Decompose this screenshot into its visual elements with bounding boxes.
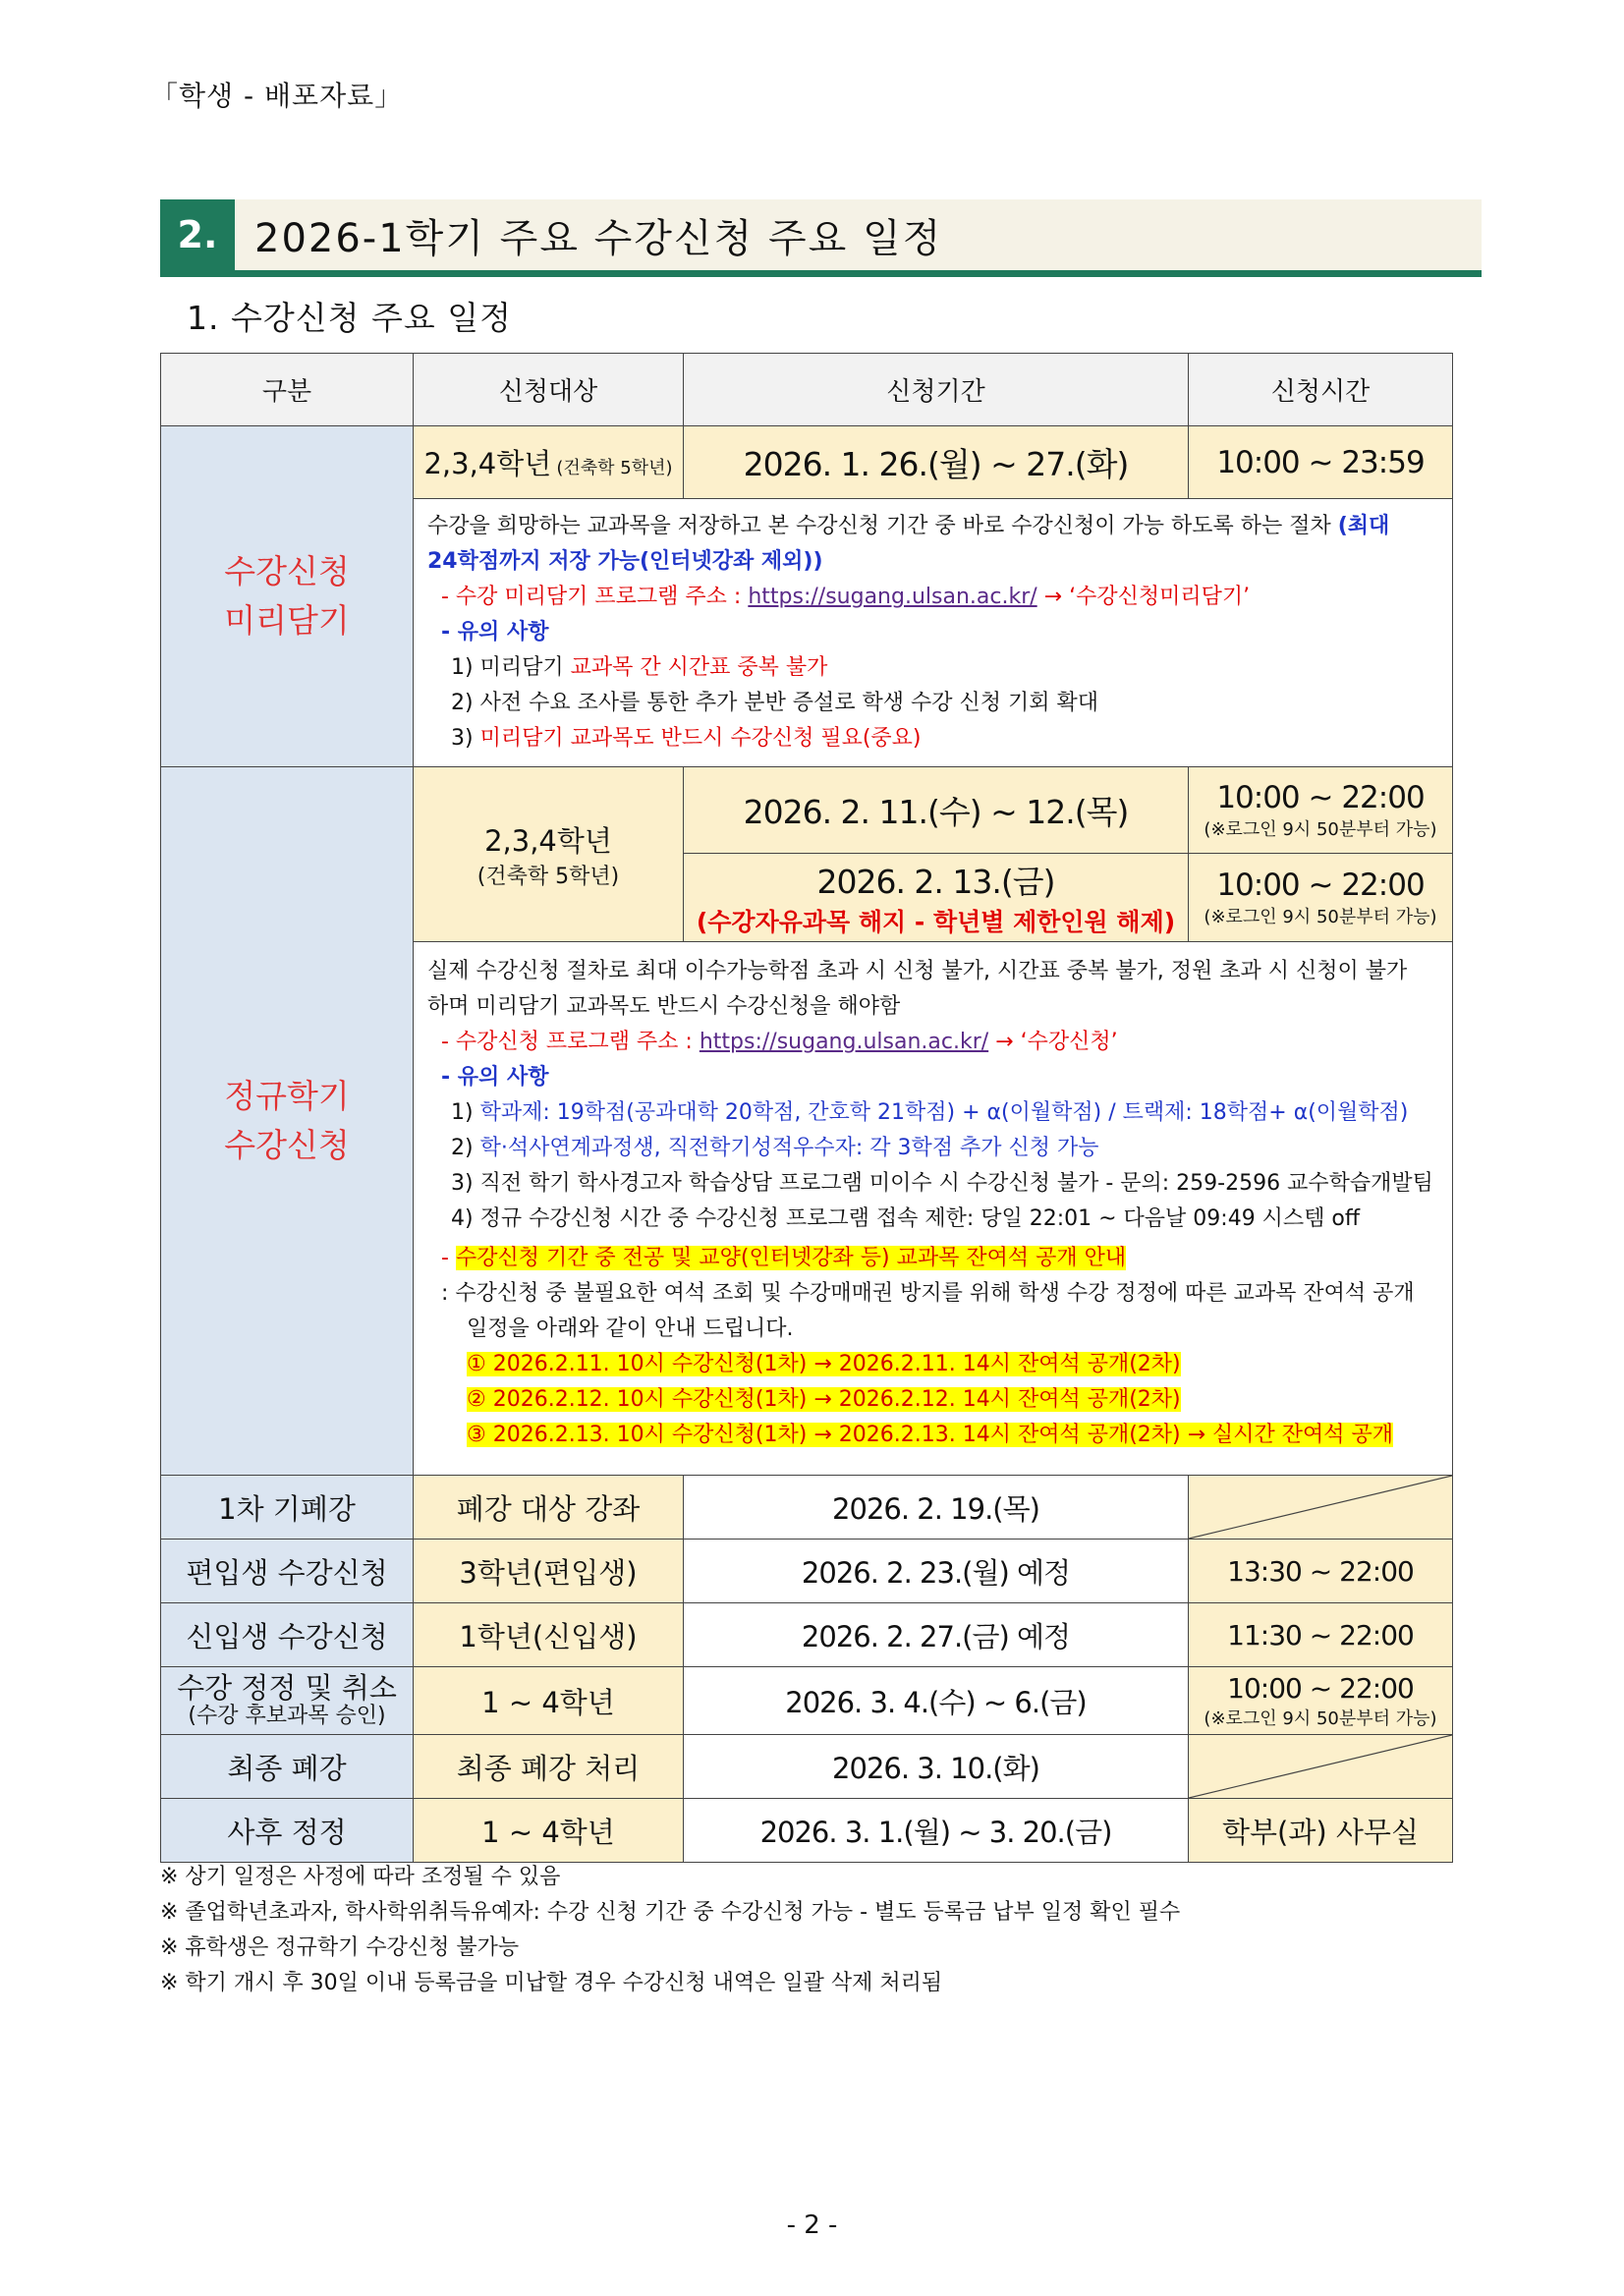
pre-registration-link[interactable]: https://sugang.ulsan.ac.kr/ [748,585,1037,609]
footnote: ※ 졸업학년초과자, 학사학위취득유예자: 수강 신청 기간 중 수강신청 가능 - 별도 등록금 납부 일정 확인 필수 [160,1900,1181,1925]
footnote: ※ 휴학생은 정규학기 수강신청 불가능 [160,1935,520,1960]
empty-slash-cell [1189,1476,1453,1540]
schedule-table [160,353,1453,1863]
section-number: 2. [160,199,235,270]
table-row-regular-day1 [161,767,1453,854]
table-row [161,1540,1453,1603]
category-freshman: 신입생 수강신청 [161,1603,414,1667]
document-header-tag: 「학생 - 배포자료」 [150,80,404,112]
table-row [161,1667,1453,1735]
time-cell: 13:30 ~ 22:00 [1189,1540,1453,1603]
target-cell: 폐강 대상 강좌 [414,1476,684,1540]
table-row-pre-summary [161,426,1453,499]
period-regular-2: 2026. 2. 13.(금) (수강자유과목 해지 - 학년별 제한인원 해제) [684,854,1189,942]
header-category: 구분 [161,354,414,426]
footnotes [160,1860,1180,2001]
header-time: 신청시간 [1189,354,1453,426]
time-cell: 10:00 ~ 22:00 (※로그인 9시 50분부터 가능) [1189,1667,1453,1735]
category-final-cancel: 최종 폐강 [161,1735,414,1799]
pre-registration-details: 수강을 희망하는 교과목을 저장하고 본 수강신청 기간 중 바로 수강신청이 가능 하도록 하는 절차 (최대 24학점까지 저장 가능(인터넷강좌 제외)) - 수강 미리담기 프로그램 주소 : https://sugang.ulsan.ac.kr/ → ‘수강신청미리담기’ - 유의 사항 1) 미리담기 교과목 간 시간표 중복 불가 2) 사전 수요 조사를 통한 추가 분반 증설로 학생 수강 신청 기회 확대 3) 미리담기 교과목도 반드시 수강신청 필요(중요) [414,499,1453,767]
page-number: - 2 - [786,2211,838,2240]
regular-registration-link[interactable]: https://sugang.ulsan.ac.kr/ [699,1030,989,1054]
header-period: 신청기간 [684,354,1189,426]
regular-registration-details: 실제 수강신청 절차로 최대 이수가능학점 초과 시 신청 불가, 시간표 중복 불가, 정원 초과 시 신청이 불가 하며 미리담기 교과목도 반드시 수강신청을 해야함 - 수강신청 프로그램 주소 : https://sugang.ulsan.ac.kr/ → ‘수강신청’ - 유의 사항 1) 학과제: 19학점(공과대학 20학점, 간호학 21학점) + α(이월학점) / 트랙제: 18학점+ α(이월학점) 2) 학·석사연계과정생, 직전학기성적우수자: 각 3학점 추가 신청 가능 3) 직전 학기 학사경고자 학습상담 프로그램 미이수 시 수강신청 불가 - 문의: 259-2596 교수학습개발팀 4) 정규 수강신청 시간 중 수강신청 프로그램 접속 제한: 당일 22:01 ~ 다음날 09:49 시스템 off - 수강신청 기간 중 전공 및 교양(인터넷강좌 등) 교과목 잔여석 공개 안내 : 수강신청 중 불필요한 여석 조회 및 수강매매권 방지를 위해 학생 수강 정정에 따른 교과목 잔여석 공개 일정을 아래와 같이 안내 드립니다. ① 2026.2.11. 10시 수강신청(1차) → 2026.2.11. 14시 잔여석 공개(2차) ② 2026.2.12. 10시 수강신청(1차) → 2026.2.12. 14시 잔여석 공개(2차) ③ 2026.2.13. 10시 수강신청(1차) → 2026.2.13. 14시 잔여석 공개(2차) → 실시간 잔여석 공개 [414,942,1453,1476]
category-transfer: 편입생 수강신청 [161,1540,414,1603]
table-row [161,1799,1453,1863]
subsection-title: 1. 수강신청 주요 일정 [187,299,512,337]
footnote: ※ 상기 일정은 사정에 따라 조정될 수 있음 [160,1865,561,1889]
table-row [161,1603,1453,1667]
period-cell: 2026. 2. 23.(월) 예정 [684,1540,1189,1603]
target-regular: 2,3,4학년 (건축학 5학년) [414,767,684,942]
category-pre-registration: 수강신청 미리담기 [161,426,414,767]
period-cell: 2026. 2. 19.(목) [684,1476,1189,1540]
footnote: ※ 학기 개시 후 30일 이내 등록금을 미납할 경우 수강신청 내역은 일괄 삭제 처리됨 [160,1971,943,1995]
period-pre: 2026. 1. 26.(월) ~ 27.(화) [684,426,1189,499]
period-cell: 2026. 2. 27.(금) 예정 [684,1603,1189,1667]
category-regular-registration: 정규학기 수강신청 [161,767,414,1476]
table-row [161,1735,1453,1799]
header-target: 신청대상 [414,354,684,426]
time-regular-1: 10:00 ~ 22:00 (※로그인 9시 50분부터 가능) [1189,767,1453,854]
table-header-row [161,354,1453,426]
time-cell: 학부(과) 사무실 [1189,1799,1453,1863]
seat-notice-highlight: 수강신청 기간 중 전공 및 교양(인터넷강좌 등) 교과목 잔여석 공개 안내 [455,1246,1127,1270]
category-first-cancel: 1차 기폐강 [161,1476,414,1540]
time-regular-2: 10:00 ~ 22:00 (※로그인 9시 50분부터 가능) [1189,854,1453,942]
period-cell: 2026. 3. 4.(수) ~ 6.(금) [684,1667,1189,1735]
time-cell: 11:30 ~ 22:00 [1189,1603,1453,1667]
empty-slash-cell [1189,1735,1453,1799]
target-cell: 3학년(편입생) [414,1540,684,1603]
period-cell: 2026. 3. 1.(월) ~ 3. 20.(금) [684,1799,1189,1863]
category-post-correction: 사후 정정 [161,1799,414,1863]
target-cell: 최종 폐강 처리 [414,1735,684,1799]
category-correction: 수강 정정 및 취소 (수강 후보과목 승인) [161,1667,414,1735]
time-pre: 10:00 ~ 23:59 [1189,426,1453,499]
target-cell: 1 ~ 4학년 [414,1799,684,1863]
period-regular-1: 2026. 2. 11.(수) ~ 12.(목) [684,767,1189,854]
table-row [161,1476,1453,1540]
section-title: 2026-1학기 주요 수강신청 주요 일정 [254,215,943,261]
section-heading [160,199,1482,277]
target-pre: 2,3,4학년 (건축학 5학년) [414,426,684,499]
period-cell: 2026. 3. 10.(화) [684,1735,1189,1799]
target-cell: 1 ~ 4학년 [414,1667,684,1735]
target-cell: 1학년(신입생) [414,1603,684,1667]
